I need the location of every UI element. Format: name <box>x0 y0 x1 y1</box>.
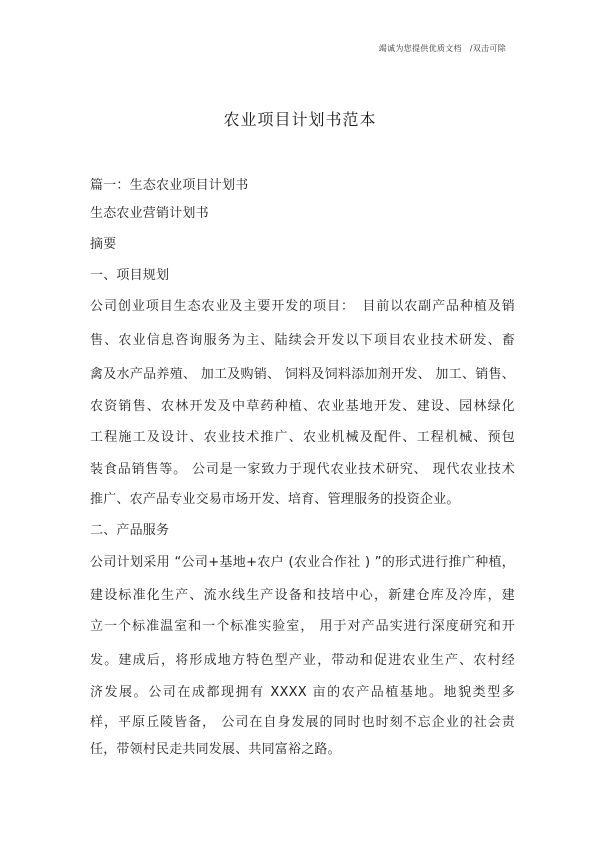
paragraph-line: 任，带领村民走共同发展、共同富裕之路。 <box>90 742 341 757</box>
section-heading-product-services: 二、产品服务 <box>90 523 170 538</box>
paragraph-line: 公司创业项目生态农业及主要开发的项目： 目前以农副产品种植及销 <box>90 299 515 314</box>
paragraph-line: 样，平原丘陵皆备， 公司在自身发展的同时也时刻不忘企业的社会责 <box>90 715 515 730</box>
paragraph-line: 工程施工及设计、农业技术推广、农业机械及配件、工程机械、预包 <box>90 430 515 445</box>
header-note-text: 竭诚为您提供优质文档 <box>378 44 462 53</box>
plan-subtitle: 生态农业营销计划书 <box>90 206 209 221</box>
paragraph-line: 售、农业信息咨询服务为主、陆续会开发以下项目农业技术研发、畜 <box>90 333 515 348</box>
paragraph-line: 禽及水产品养殖、 加工及购销、 饲料及饲料添加剂开发、 加工、销售、 <box>90 367 515 382</box>
section-heading-project-planning: 一、项目规划 <box>90 268 170 283</box>
paragraph-line: 济发展。公司在成都现拥有 XXXX 亩的农产品植基地。地貌类型多 <box>90 685 515 700</box>
paragraph-line: 公司计划采用 “公司+基地+农户 (农业合作社 ) ”的形式进行推广种植， <box>90 555 515 570</box>
header-remove-hint[interactable]: /双击可除 <box>469 44 506 53</box>
paragraph-line: 装食品销售等。 公司是一家致力于现代农业技术研究、 现代农业技术 <box>90 462 515 477</box>
section-heading-part1: 篇一：生态农业项目计划书 <box>90 178 249 193</box>
paragraph-line: 发。建成后，将形成地方特色型产业，带动和促进农业生产、农村经 <box>90 653 515 668</box>
paragraph-line: 推广、农产品专业交易市场开发、培育、管理服务的投资企业。 <box>90 492 460 507</box>
header-note <box>379 43 506 54</box>
document-title: 农业项目计划书范本 <box>223 110 377 129</box>
paragraph-line: 立一个标准温室和一个标准实验室， 用于对产品实进行深度研究和开 <box>90 619 515 634</box>
paragraph-line: 建设标准化生产、流水线生产设备和技培中心，新建仓库及冷库，建 <box>90 588 515 603</box>
abstract-heading: 摘要 <box>90 237 117 252</box>
paragraph-line: 农资销售、农林开发及中草药种植、农业基地开发、建设、园林绿化 <box>90 399 515 414</box>
